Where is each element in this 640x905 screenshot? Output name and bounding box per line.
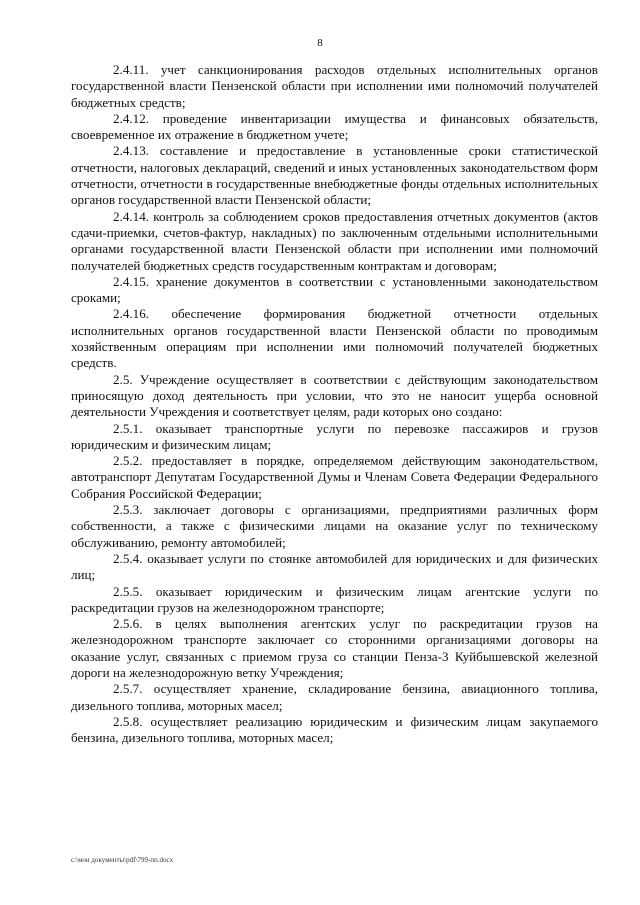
paragraph-2-5-4: 2.5.4. оказывает услуги по стоянке автомобилей для юридических и для физических лиц;	[71, 550, 598, 583]
paragraph-2-5-2: 2.5.2. предоставляет в порядке, определяемом действующим законодательством, автотранспорт Депутатам Государственной Думы и Членам Совета Федерации Федерального Собрания Российской Федерации;	[71, 453, 598, 501]
paragraph-2-5-1: 2.5.1. оказывает транспортные услуги по перевозке пассажиров и грузов юридическим и физическим лицам;	[71, 420, 598, 452]
paragraph-2-5-6: 2.5.6. в целях выполнения агентских услуг по раскредитации грузов на железнодорожном транспорте заключает со сторонними организациями договоры на оказание услуг, связанных с приемом груза со станции Пенза-3 Куйбышевской железной дороги на железнодорожную ветку Учреждения;	[71, 616, 598, 680]
document-body	[71, 62, 598, 746]
paragraph-2-4-12: 2.4.12. проведение инвентаризации имущества и финансовых обязательств, своевременное их отражение в бюджетном учете;	[71, 110, 598, 143]
paragraph-2-4-15: 2.4.15. хранение документов в соответствии с установленными законодательством сроками;	[71, 273, 598, 306]
footer-file-path: c:\мои документы\pdf\799-пп.docx	[71, 856, 174, 864]
paragraph-2-5-8: 2.5.8. осуществляет реализацию юридическим и физическим лицам закупаемого бензина, дизельного топлива, моторных масел;	[71, 713, 598, 746]
paragraph-2-5: 2.5. Учреждение осуществляет в соответствии с действующим законодательством приносящую доход деятельность при условии, что это не наносит ущерба основной деятельности Учреждения и соответствует целям, ради которых оно создано:	[71, 371, 598, 420]
paragraph-2-4-13: 2.4.13. составление и предоставление в установленные сроки статистической отчетности, налоговых деклараций, сведений и иных установленных законодательством форм отчетности, отчетности в государственные внебюджетные фонды отдельных исполнительных органов государственной власти Пензенской области;	[71, 143, 598, 208]
paragraph-2-4-16: 2.4.16. обеспечение формирования бюджетной отчетности отдельных исполнительных органов государственной власти Пензенской области по проводимым хозяйственным операциям при исполнении ими полномочий получателей бюджетных средств.	[71, 306, 598, 371]
paragraph-2-5-7: 2.5.7. осуществляет хранение, складирование бензина, авиационного топлива, дизельного топлива, моторных масел;	[71, 681, 598, 713]
paragraph-2-5-5: 2.5.5. оказывает юридическим и физическим лицам агентские услуги по раскредитации грузов на железнодорожном транспорте;	[71, 583, 598, 615]
paragraph-2-4-11: 2.4.11. учет санкционирования расходов отдельных исполнительных органов государственной власти Пензенской области при исполнении ими полномочий получателей бюджетных средств;	[71, 62, 598, 110]
paragraph-2-4-14: 2.4.14. контроль за соблюдением сроков предоставления отчетных документов (актов сдачи-приемки, счетов-фактур, накладных) по заключенным отдельными исполнительными органами государственной власти Пензенской области при исполнении ими полномочий получателей бюджетных средств государственным контрактам и договорам;	[71, 208, 598, 273]
paragraph-2-5-3: 2.5.3. заключает договоры с организациями, предприятиями различных форм собственности, а также с физическими лицами на оказание услуг по техническому обслуживанию, ремонту автомобилей;	[71, 502, 598, 550]
page-number: 8	[317, 37, 323, 49]
